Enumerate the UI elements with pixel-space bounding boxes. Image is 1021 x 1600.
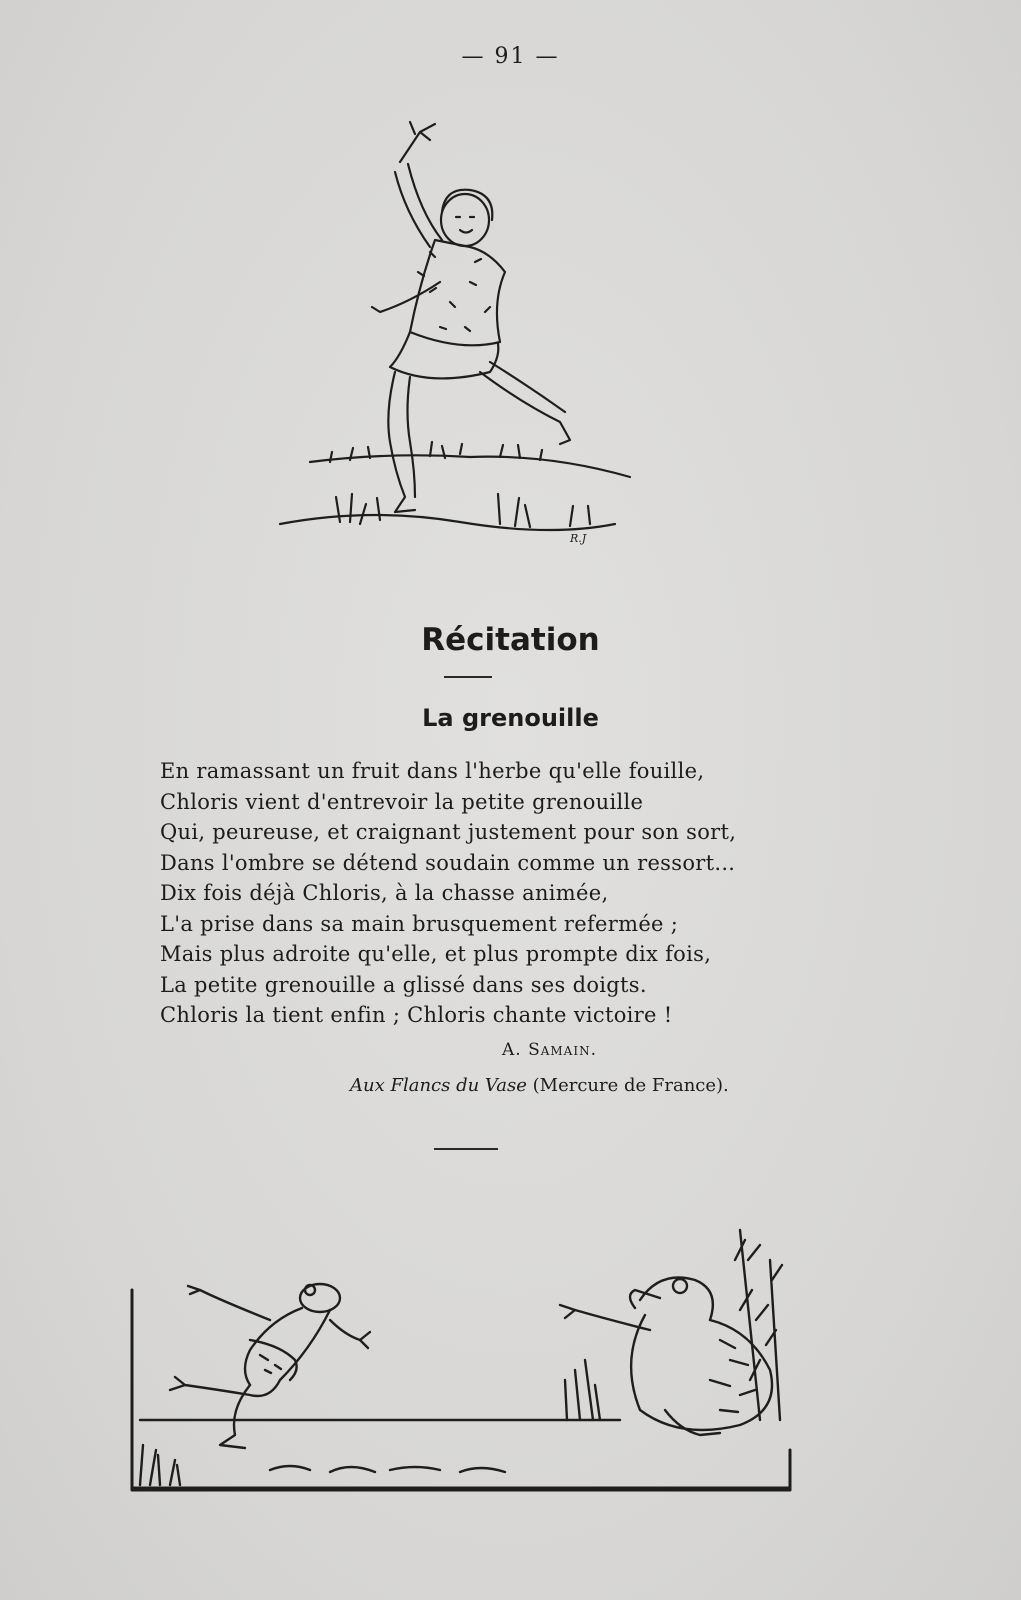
poem-line: Qui, peureuse, et craignant justement pour son sort,	[160, 820, 737, 844]
source-work: Aux Flancs du Vase	[350, 1075, 527, 1096]
frogs-illustration	[120, 1220, 810, 1500]
poem-title: La grenouille	[422, 704, 599, 732]
poem-line: L'a prise dans sa main brusquement refermée ;	[160, 911, 679, 936]
source-publisher: (Mercure de France).	[532, 1075, 729, 1096]
illustration-signature: R.J	[570, 532, 587, 545]
poem-line: Chloris vient d'entrevoir la petite grenouille	[160, 789, 644, 814]
divider-rule	[434, 1148, 498, 1150]
poem-author: A. Samain.	[502, 1040, 597, 1060]
poem-line: Chloris la tient enfin ; Chloris chante victoire !	[160, 1003, 673, 1027]
poem-source	[350, 1075, 729, 1096]
poem-line: En ramassant un fruit dans l'herbe qu'elle fouille,	[160, 759, 705, 783]
divider-rule	[444, 676, 492, 678]
section-heading: Récitation	[421, 622, 600, 658]
poem-line: Dans l'ombre se détend soudain comme un ressort...	[160, 850, 736, 875]
dancing-girl-illustration	[270, 112, 640, 562]
poem-line: La petite grenouille a glissé dans ses doigts.	[160, 972, 647, 997]
poem-line: Dix fois déjà Chloris, à la chasse animée,	[160, 881, 609, 905]
page-number: — 91 —	[461, 44, 560, 69]
poem-body	[160, 756, 810, 1031]
poem-line: Mais plus adroite qu'elle, et plus prompte dix fois,	[160, 942, 712, 966]
